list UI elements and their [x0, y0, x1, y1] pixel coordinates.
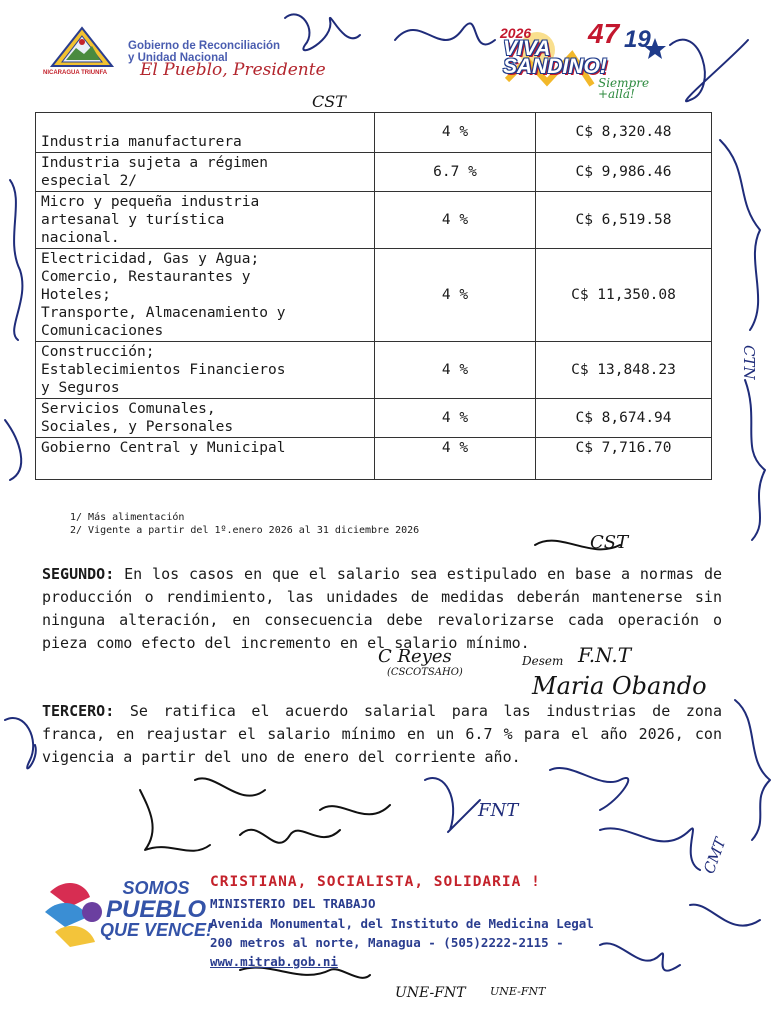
rate-cell: 4 %: [375, 249, 536, 342]
sector-line: artesanal y turística: [41, 212, 225, 228]
signature-black-4: [240, 968, 370, 978]
sector-line: Industria sujeta a régimen: [41, 155, 268, 171]
footnote-2: 2/ Vigente a partir del 1º.enero 2026 al 31 diciembre 2026: [70, 525, 420, 536]
footer-website[interactable]: www.mitrab.gob.ni: [210, 954, 338, 969]
sector-line: Construcción;: [41, 344, 155, 360]
viva-year: 2026: [500, 25, 532, 41]
somos-pueblo-slogan: [100, 878, 212, 941]
viva-tagline-2: +allá!: [598, 87, 635, 101]
viva-number-47: 47: [588, 18, 620, 49]
sector-line: Sociales, y Personales: [41, 419, 234, 435]
handwritten-desem: Desem: [522, 654, 564, 668]
tercero-label: TERCERO:: [42, 702, 115, 720]
somos-line-1: SOMOS: [122, 878, 190, 898]
signature-black-5: [140, 790, 210, 851]
somos-line-3: QUE VENCE!: [100, 920, 213, 940]
rate-cell: 4 %: [375, 399, 536, 438]
amount-cell: C$ 8,320.48: [536, 113, 712, 153]
handwritten-cst-top: CST: [312, 92, 346, 111]
amount-cell: C$ 8,674.94: [536, 399, 712, 438]
rate-cell: 4 %: [375, 342, 536, 399]
sector-line: Establecimientos Financieros: [41, 362, 286, 378]
viva-tagline-1: Siempre: [598, 76, 650, 90]
handwritten-cmt: CMT: [700, 835, 730, 877]
handwritten-fnt: F.N.T: [578, 643, 632, 667]
sector-line: Transporte, Almacenamiento y: [41, 305, 286, 321]
rate-cell: 6.7 %: [375, 153, 536, 192]
handwritten-maria-obando: Maria Obando: [532, 672, 707, 700]
sector-line: Servicios Comunales,: [41, 401, 216, 417]
sector-line: Electricidad, Gas y Agua;: [41, 251, 260, 267]
sector-line: Industria manufacturera: [41, 134, 242, 150]
sector-line: y Seguros: [41, 380, 120, 396]
tercero-text: Se ratifica el acuerdo salarial para las industrias de zona franca, en reajustar el salario mínimo en un 6.7 % para el año 2026, con vigencia a partir del uno de enero del corriente año.: [42, 702, 722, 766]
handwritten-csconsaho: (CSCOTSAHO): [387, 667, 463, 678]
signature-black-6: [535, 541, 620, 550]
amount-cell: C$ 7,716.70: [536, 438, 712, 480]
rate-cell: 4 %: [375, 113, 536, 153]
amount-cell: C$ 6,519.58: [536, 192, 712, 249]
sector-line: Comercio, Restaurantes y: [41, 269, 251, 285]
signature-black-1: [240, 830, 340, 843]
handwritten-une-fnt-2: UNE-FNT: [490, 985, 546, 998]
amount-cell: C$ 9,986.46: [536, 153, 712, 192]
amount-cell: C$ 11,350.08: [536, 249, 712, 342]
handwritten-ctn: CTN: [740, 345, 758, 380]
amount-cell: C$ 13,848.23: [536, 342, 712, 399]
sector-line: especial 2/: [41, 173, 138, 189]
handwritten-reyes: C Reyes: [378, 646, 452, 667]
viva-number-19: 19: [624, 26, 651, 53]
viva-line-1: VIVA: [503, 37, 551, 60]
government-slogan: El Pueblo, Presidente: [140, 60, 326, 80]
handwritten-une-fnt-1: UNE-FNT: [395, 985, 466, 1001]
handwritten-cst-mid: CST: [590, 532, 629, 553]
rate-cell: 4 %: [375, 192, 536, 249]
viva-line-2: SANDINO!: [503, 55, 607, 78]
sector-line: Comunicaciones: [41, 323, 164, 339]
sector-line: Gobierno Central y Municipal: [41, 440, 286, 456]
gov-line-1: Gobierno de Reconciliación: [128, 40, 281, 52]
segundo-label: SEGUNDO:: [42, 565, 115, 583]
signature-black-3: [195, 778, 265, 795]
gov-line-2: y Unidad Nacional: [128, 52, 228, 64]
footer-address-1: Avenida Monumental, del Instituto de Medicina Legal: [210, 916, 594, 931]
rate-cell: 4 %: [375, 438, 536, 480]
sector-line: nacional.: [41, 230, 120, 246]
segundo-text: En los casos en que el salario sea estipulado en base a normas de producción o rendimiento, las unidades de medidas deberán mantenerse sin ninguna alteración, en consecuencia debe revalorizarse cada operación o pieza como efecto del incremento en el salario mínimo.: [42, 565, 723, 652]
somos-line-2: PUEBLO: [106, 896, 207, 923]
sector-line: Micro y pequeña industria: [41, 194, 260, 210]
footer-ministry: MINISTERIO DEL TRABAJO: [210, 896, 376, 911]
footnote-1: 1/ Más alimentación: [70, 512, 185, 523]
sector-line: Hoteles;: [41, 287, 111, 303]
emblem-caption: NICARAGUA TRIUNFA: [43, 70, 108, 76]
handwritten-fnt-lower: FNT: [478, 800, 519, 821]
signature-black-2: [320, 805, 390, 814]
footer-motto: CRISTIANA, SOCIALISTA, SOLIDARIA !: [210, 874, 541, 890]
footer-address-2: 200 metros al norte, Managua - (505)2222-2115 -: [210, 935, 564, 950]
